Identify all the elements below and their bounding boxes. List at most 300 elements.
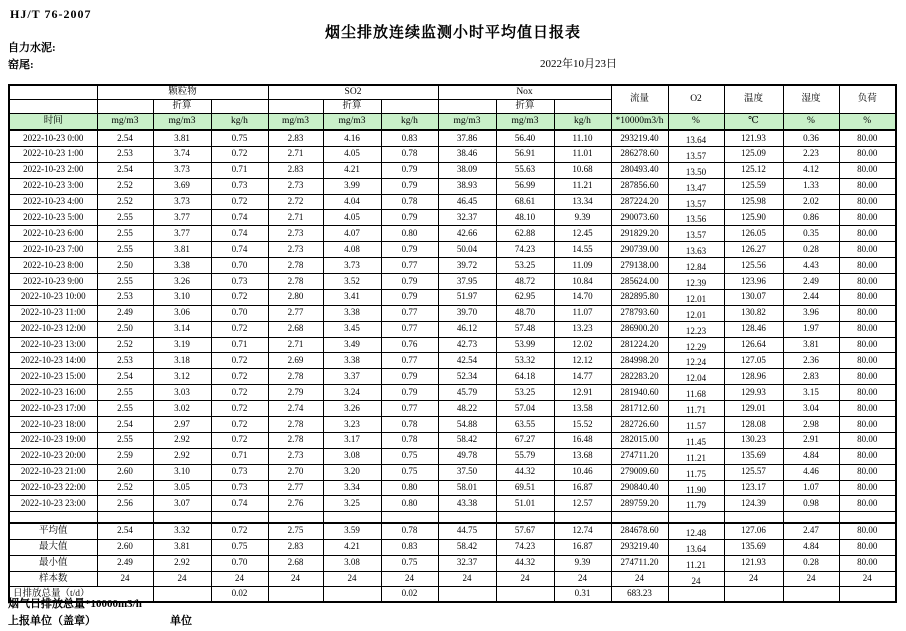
value-cell: 4.16 <box>323 130 381 146</box>
value-cell: 0.86 <box>783 210 839 226</box>
time-cell: 2022-10-23 8:00 <box>9 258 97 274</box>
value-cell: 0.79 <box>381 274 438 290</box>
value-cell: 74.23 <box>496 242 554 258</box>
value-cell: 0.72 <box>211 369 268 385</box>
daily-total-cell <box>323 587 381 602</box>
value-cell: 2.54 <box>97 417 153 433</box>
unit-cell: kg/h <box>554 113 611 130</box>
value-cell: 293219.40 <box>611 130 668 146</box>
value-cell: 53.25 <box>496 258 554 274</box>
value-cell: 2.78 <box>268 369 323 385</box>
value-cell: 290073.60 <box>611 210 668 226</box>
value-cell: 0.72 <box>211 417 268 433</box>
value-cell: 2.83 <box>268 162 323 178</box>
value-cell: 12.91 <box>554 385 611 401</box>
value-cell: 68.61 <box>496 194 554 210</box>
value-cell: 3.23 <box>323 417 381 433</box>
value-cell: 64.18 <box>496 369 554 385</box>
value-cell: 2.71 <box>268 146 323 162</box>
value-cell: 0.77 <box>381 353 438 369</box>
time-cell: 2022-10-23 23:00 <box>9 496 97 512</box>
value-cell: 2.55 <box>97 401 153 417</box>
col-header-humidity: 湿度 <box>783 85 839 113</box>
value-cell: 2.54 <box>97 369 153 385</box>
daily-total-cell <box>153 587 211 602</box>
value-cell: 12.04 <box>668 369 724 385</box>
value-cell: 80.00 <box>839 289 896 305</box>
value-cell: 124.39 <box>724 496 783 512</box>
value-cell: 3.49 <box>323 337 381 353</box>
value-cell: 0.74 <box>211 226 268 242</box>
value-cell: 2.77 <box>268 305 323 321</box>
summary-value-cell: 0.75 <box>211 539 268 555</box>
value-cell: 4.12 <box>783 162 839 178</box>
summary-value-cell: 0.72 <box>211 523 268 539</box>
value-cell: 13.57 <box>668 146 724 162</box>
unit-cell: mg/m3 <box>97 113 153 130</box>
value-cell: 2.68 <box>268 321 323 337</box>
table-row <box>9 146 896 162</box>
value-cell: 12.84 <box>668 258 724 274</box>
table-row <box>9 369 896 385</box>
report-table <box>8 84 897 603</box>
value-cell: 282726.60 <box>611 417 668 433</box>
value-cell: 0.71 <box>211 162 268 178</box>
value-cell: 12.01 <box>668 289 724 305</box>
summary-value-cell: 24 <box>668 571 724 587</box>
value-cell: 0.78 <box>381 146 438 162</box>
value-cell: 4.04 <box>323 194 381 210</box>
value-cell: 0.72 <box>211 289 268 305</box>
value-cell: 12.02 <box>554 337 611 353</box>
value-cell: 0.78 <box>381 432 438 448</box>
value-cell: 16.48 <box>554 432 611 448</box>
value-cell: 10.68 <box>554 162 611 178</box>
value-cell: 3.18 <box>153 353 211 369</box>
value-cell: 2.60 <box>97 464 153 480</box>
value-cell: 0.79 <box>381 210 438 226</box>
time-cell: 2022-10-23 9:00 <box>9 274 97 290</box>
summary-row <box>9 523 896 539</box>
value-cell: 49.78 <box>438 448 496 464</box>
daily-total-cell: 0.02 <box>381 587 438 602</box>
daily-total-cell <box>268 587 323 602</box>
value-cell: 13.63 <box>668 242 724 258</box>
value-cell: 62.88 <box>496 226 554 242</box>
value-cell: 2.55 <box>97 210 153 226</box>
value-cell: 56.91 <box>496 146 554 162</box>
value-cell: 280493.40 <box>611 162 668 178</box>
value-cell: 46.45 <box>438 194 496 210</box>
value-cell: 2.52 <box>97 480 153 496</box>
value-cell: 14.70 <box>554 289 611 305</box>
value-cell: 80.00 <box>839 274 896 290</box>
reporting-unit-label: 上报单位（盖章） <box>8 615 96 627</box>
summary-value-cell: 274711.20 <box>611 555 668 571</box>
unit-cell: mg/m3 <box>438 113 496 130</box>
value-cell: 2.79 <box>268 385 323 401</box>
summary-value-cell: 0.78 <box>381 523 438 539</box>
header-row-units <box>9 113 896 130</box>
value-cell: 129.01 <box>724 401 783 417</box>
value-cell: 53.25 <box>496 385 554 401</box>
value-cell: 13.34 <box>554 194 611 210</box>
value-cell: 3.99 <box>323 178 381 194</box>
value-cell: 2.80 <box>268 289 323 305</box>
value-cell: 0.75 <box>211 130 268 146</box>
table-row <box>9 274 896 290</box>
empty-cell <box>783 512 839 523</box>
value-cell: 0.74 <box>211 242 268 258</box>
value-cell: 123.96 <box>724 274 783 290</box>
empty-cell <box>381 512 438 523</box>
daily-total-cell <box>783 587 839 602</box>
table-row <box>9 242 896 258</box>
time-cell: 2022-10-23 16:00 <box>9 385 97 401</box>
summary-label: 平均值 <box>9 523 97 539</box>
value-cell: 129.93 <box>724 385 783 401</box>
summary-value-cell: 80.00 <box>839 555 896 571</box>
value-cell: 128.46 <box>724 321 783 337</box>
table-row <box>9 321 896 337</box>
time-cell: 2022-10-23 7:00 <box>9 242 97 258</box>
value-cell: 0.72 <box>211 146 268 162</box>
value-cell: 80.00 <box>839 210 896 226</box>
value-cell: 39.70 <box>438 305 496 321</box>
value-cell: 13.64 <box>668 130 724 146</box>
summary-value-cell: 121.93 <box>724 555 783 571</box>
value-cell: 11.21 <box>668 448 724 464</box>
time-cell: 2022-10-23 12:00 <box>9 321 97 337</box>
table-row <box>9 337 896 353</box>
value-cell: 126.64 <box>724 337 783 353</box>
summary-value-cell: 24 <box>611 571 668 587</box>
daily-total-row <box>9 587 896 602</box>
empty-cell <box>153 512 211 523</box>
value-cell: 3.08 <box>323 448 381 464</box>
value-cell: 9.39 <box>554 210 611 226</box>
summary-value-cell: 4.21 <box>323 539 381 555</box>
value-cell: 80.00 <box>839 162 896 178</box>
time-cell: 2022-10-23 0:00 <box>9 130 97 146</box>
value-cell: 11.07 <box>554 305 611 321</box>
value-cell: 80.00 <box>839 194 896 210</box>
summary-value-cell: 80.00 <box>839 523 896 539</box>
time-cell: 2022-10-23 2:00 <box>9 162 97 178</box>
value-cell: 0.28 <box>783 242 839 258</box>
value-cell: 11.75 <box>668 464 724 480</box>
summary-value-cell: 2.75 <box>268 523 323 539</box>
value-cell: 0.79 <box>381 178 438 194</box>
value-cell: 0.75 <box>381 448 438 464</box>
summary-label: 最大值 <box>9 539 97 555</box>
table-row <box>9 464 896 480</box>
value-cell: 0.71 <box>211 448 268 464</box>
time-cell: 2022-10-23 14:00 <box>9 353 97 369</box>
summary-value-cell: 44.75 <box>438 523 496 539</box>
value-cell: 57.04 <box>496 401 554 417</box>
value-cell: 48.72 <box>496 274 554 290</box>
summary-value-cell: 2.54 <box>97 523 153 539</box>
value-cell: 50.04 <box>438 242 496 258</box>
value-cell: 4.43 <box>783 258 839 274</box>
value-cell: 3.38 <box>153 258 211 274</box>
value-cell: 2.52 <box>97 178 153 194</box>
summary-value-cell: 3.59 <box>323 523 381 539</box>
value-cell: 3.81 <box>783 337 839 353</box>
unit-cell: % <box>783 113 839 130</box>
value-cell: 12.24 <box>668 353 724 369</box>
value-cell: 13.58 <box>554 401 611 417</box>
value-cell: 2.36 <box>783 353 839 369</box>
value-cell: 3.19 <box>153 337 211 353</box>
value-cell: 3.34 <box>323 480 381 496</box>
summary-value-cell: 32.37 <box>438 555 496 571</box>
value-cell: 125.59 <box>724 178 783 194</box>
value-cell: 4.84 <box>783 448 839 464</box>
value-cell: 11.09 <box>554 258 611 274</box>
value-cell: 51.97 <box>438 289 496 305</box>
value-cell: 11.90 <box>668 480 724 496</box>
value-cell: 3.03 <box>153 385 211 401</box>
value-cell: 125.56 <box>724 258 783 274</box>
value-cell: 13.57 <box>668 194 724 210</box>
empty-cell <box>724 512 783 523</box>
value-cell: 80.00 <box>839 305 896 321</box>
value-cell: 0.78 <box>381 194 438 210</box>
summary-value-cell: 4.84 <box>783 539 839 555</box>
col-group-so2: SO2 <box>268 85 438 99</box>
summary-value-cell: 24 <box>268 571 323 587</box>
summary-value-cell: 74.23 <box>496 539 554 555</box>
value-cell: 1.07 <box>783 480 839 496</box>
value-cell: 48.70 <box>496 305 554 321</box>
time-cell: 2022-10-23 19:00 <box>9 432 97 448</box>
time-cell: 2022-10-23 4:00 <box>9 194 97 210</box>
value-cell: 0.98 <box>783 496 839 512</box>
time-cell: 2022-10-23 3:00 <box>9 178 97 194</box>
converted-label-nox: 折算 <box>496 99 554 113</box>
value-cell: 11.68 <box>668 385 724 401</box>
value-cell: 3.24 <box>323 385 381 401</box>
value-cell: 2.53 <box>97 146 153 162</box>
value-cell: 127.05 <box>724 353 783 369</box>
value-cell: 2.70 <box>268 464 323 480</box>
daily-total-cell <box>438 587 496 602</box>
value-cell: 16.87 <box>554 480 611 496</box>
value-cell: 2.53 <box>97 289 153 305</box>
value-cell: 2.97 <box>153 417 211 433</box>
value-cell: 0.76 <box>381 337 438 353</box>
value-cell: 0.73 <box>211 178 268 194</box>
summary-value-cell: 12.74 <box>554 523 611 539</box>
value-cell: 3.81 <box>153 130 211 146</box>
value-cell: 281940.60 <box>611 385 668 401</box>
value-cell: 80.00 <box>839 496 896 512</box>
summary-value-cell: 24 <box>211 571 268 587</box>
value-cell: 38.93 <box>438 178 496 194</box>
value-cell: 11.01 <box>554 146 611 162</box>
value-cell: 3.73 <box>323 258 381 274</box>
value-cell: 3.37 <box>323 369 381 385</box>
value-cell: 0.77 <box>381 321 438 337</box>
value-cell: 3.02 <box>153 401 211 417</box>
value-cell: 0.70 <box>211 258 268 274</box>
summary-value-cell: 12.48 <box>668 523 724 539</box>
table-row <box>9 178 896 194</box>
summary-value-cell: 2.68 <box>268 555 323 571</box>
value-cell: 0.35 <box>783 226 839 242</box>
value-cell: 0.74 <box>211 496 268 512</box>
value-cell: 0.80 <box>381 496 438 512</box>
summary-value-cell: 24 <box>554 571 611 587</box>
value-cell: 13.47 <box>668 178 724 194</box>
value-cell: 125.90 <box>724 210 783 226</box>
summary-value-cell: 24 <box>496 571 554 587</box>
value-cell: 80.00 <box>839 242 896 258</box>
time-cell: 2022-10-23 20:00 <box>9 448 97 464</box>
value-cell: 2.53 <box>97 353 153 369</box>
value-cell: 3.12 <box>153 369 211 385</box>
empty-cell <box>554 512 611 523</box>
value-cell: 0.70 <box>211 305 268 321</box>
value-cell: 43.38 <box>438 496 496 512</box>
value-cell: 2.49 <box>783 274 839 290</box>
header-spacer <box>381 99 438 113</box>
value-cell: 55.79 <box>496 448 554 464</box>
unit-cell: % <box>839 113 896 130</box>
summary-value-cell: 293219.40 <box>611 539 668 555</box>
value-cell: 285624.00 <box>611 274 668 290</box>
value-cell: 12.39 <box>668 274 724 290</box>
summary-label: 最小值 <box>9 555 97 571</box>
value-cell: 291829.20 <box>611 226 668 242</box>
table-row <box>9 130 896 146</box>
separator-row <box>9 512 896 523</box>
summary-value-cell: 2.47 <box>783 523 839 539</box>
value-cell: 12.29 <box>668 337 724 353</box>
summary-value-cell: 24 <box>839 571 896 587</box>
empty-cell <box>668 512 724 523</box>
header-spacer <box>211 99 268 113</box>
value-cell: 0.72 <box>211 353 268 369</box>
value-cell: 2.23 <box>783 146 839 162</box>
value-cell: 3.14 <box>153 321 211 337</box>
value-cell: 12.01 <box>668 305 724 321</box>
value-cell: 80.00 <box>839 337 896 353</box>
value-cell: 3.15 <box>783 385 839 401</box>
value-cell: 11.21 <box>554 178 611 194</box>
value-cell: 10.46 <box>554 464 611 480</box>
value-cell: 12.12 <box>554 353 611 369</box>
empty-cell <box>839 512 896 523</box>
time-cell: 2022-10-23 6:00 <box>9 226 97 242</box>
daily-total-cell: 0.02 <box>211 587 268 602</box>
value-cell: 13.68 <box>554 448 611 464</box>
empty-cell <box>611 512 668 523</box>
value-cell: 37.86 <box>438 130 496 146</box>
value-cell: 37.95 <box>438 274 496 290</box>
time-cell: 2022-10-23 21:00 <box>9 464 97 480</box>
value-cell: 2.92 <box>153 448 211 464</box>
value-cell: 80.00 <box>839 178 896 194</box>
empty-cell <box>438 512 496 523</box>
header-spacer <box>97 99 153 113</box>
summary-value-cell: 2.49 <box>97 555 153 571</box>
value-cell: 48.10 <box>496 210 554 226</box>
summary-value-cell: 24 <box>724 571 783 587</box>
converted-label-so2: 折算 <box>323 99 381 113</box>
col-header-temperature: 温度 <box>724 85 783 113</box>
empty-cell <box>97 512 153 523</box>
value-cell: 284998.20 <box>611 353 668 369</box>
table-body <box>9 130 896 602</box>
value-cell: 80.00 <box>839 353 896 369</box>
value-cell: 63.55 <box>496 417 554 433</box>
value-cell: 126.05 <box>724 226 783 242</box>
value-cell: 32.37 <box>438 210 496 226</box>
value-cell: 38.09 <box>438 162 496 178</box>
flue-daily-total-note: 烟气日排放总量*10000m3/h <box>8 598 142 610</box>
value-cell: 3.10 <box>153 289 211 305</box>
value-cell: 0.80 <box>381 480 438 496</box>
empty-cell <box>9 512 97 523</box>
value-cell: 0.79 <box>381 242 438 258</box>
daily-total-cell <box>839 587 896 602</box>
time-cell: 2022-10-23 15:00 <box>9 369 97 385</box>
table-row <box>9 226 896 242</box>
company-name: 自力水泥: <box>8 42 56 54</box>
empty-cell <box>496 512 554 523</box>
value-cell: 2.55 <box>97 432 153 448</box>
value-cell: 123.17 <box>724 480 783 496</box>
value-cell: 2.55 <box>97 242 153 258</box>
value-cell: 14.77 <box>554 369 611 385</box>
value-cell: 2.49 <box>97 305 153 321</box>
value-cell: 3.20 <box>323 464 381 480</box>
value-cell: 13.23 <box>554 321 611 337</box>
value-cell: 0.79 <box>381 289 438 305</box>
unit-cell: kg/h <box>381 113 438 130</box>
value-cell: 11.79 <box>668 496 724 512</box>
value-cell: 282283.20 <box>611 369 668 385</box>
header-spacer <box>554 99 611 113</box>
value-cell: 0.72 <box>211 432 268 448</box>
unit-label: 单位 <box>170 615 192 627</box>
value-cell: 3.69 <box>153 178 211 194</box>
value-cell: 281224.20 <box>611 337 668 353</box>
value-cell: 130.07 <box>724 289 783 305</box>
table-row <box>9 162 896 178</box>
value-cell: 2.50 <box>97 258 153 274</box>
summary-value-cell: 16.87 <box>554 539 611 555</box>
value-cell: 0.79 <box>381 369 438 385</box>
value-cell: 0.72 <box>211 401 268 417</box>
summary-value-cell: 9.39 <box>554 555 611 571</box>
value-cell: 128.08 <box>724 417 783 433</box>
value-cell: 2.54 <box>97 162 153 178</box>
summary-value-cell: 0.70 <box>211 555 268 571</box>
value-cell: 3.77 <box>153 226 211 242</box>
summary-value-cell: 24 <box>323 571 381 587</box>
value-cell: 46.12 <box>438 321 496 337</box>
value-cell: 4.46 <box>783 464 839 480</box>
col-header-o2: O2 <box>668 85 724 113</box>
value-cell: 290739.00 <box>611 242 668 258</box>
value-cell: 10.84 <box>554 274 611 290</box>
value-cell: 125.98 <box>724 194 783 210</box>
col-header-flow: 流量 <box>611 85 668 113</box>
